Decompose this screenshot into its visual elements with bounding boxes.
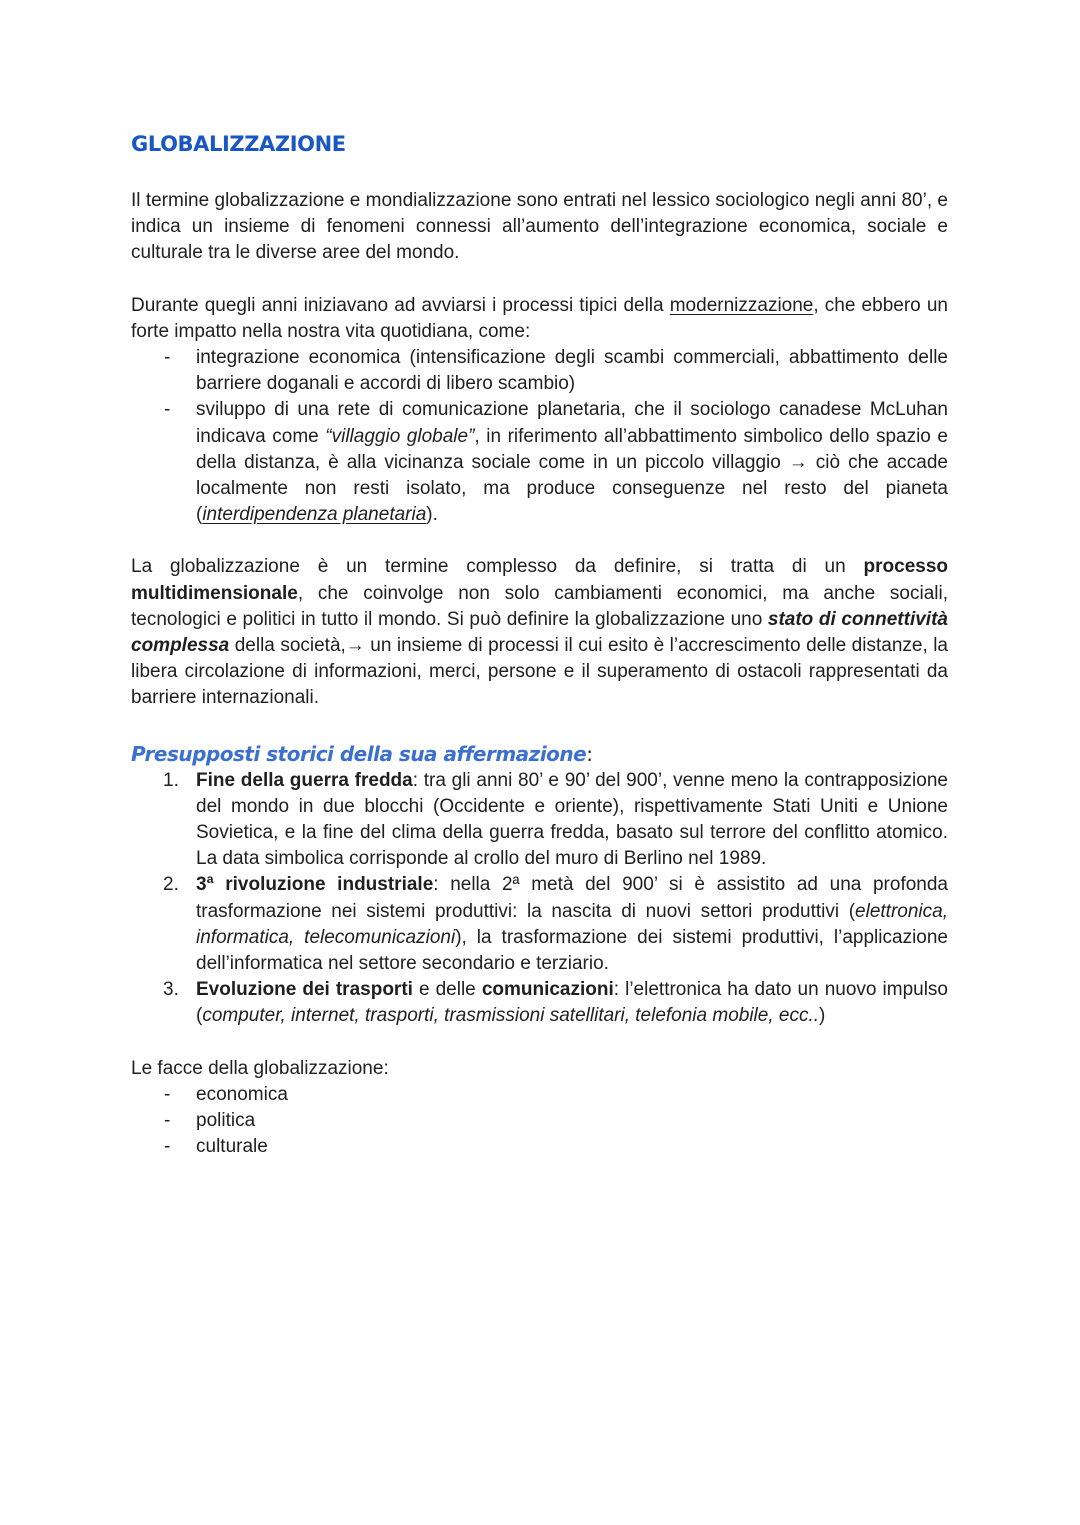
list-item-text: culturale xyxy=(196,1136,268,1158)
text-span: Durante quegli anni iniziavano ad avviarsi i processi tipici della xyxy=(131,294,670,316)
dash-bullet: - xyxy=(164,399,171,421)
text-span: , in riferimento all’abbattimento simbolico dello spazio e della distanza, è alla vicinanza sociale come in un piccolo villaggio → ciò che accade localmente non resti isolato, ma produce conseguenze nel resto del pianeta ( xyxy=(196,425,948,526)
text-span: , che ebbero un forte impatto nella nostra vita quotidiana, come: xyxy=(131,294,948,342)
dash-bullet: - xyxy=(164,1136,171,1158)
interdipendenza-link[interactable]: interdipendenza planetaria xyxy=(202,504,427,526)
villaggio-globale-quote: “villaggio globale” xyxy=(325,425,475,447)
bold-term: comunicazioni xyxy=(481,979,614,1001)
bold-italic-term: stato di connettività complessa xyxy=(131,608,948,657)
list-item xyxy=(131,1134,948,1160)
list-item xyxy=(131,872,948,977)
text-span: sviluppo di una rete di comunicazione planetaria, che il sociologo canadese McLuhan indicava come xyxy=(196,399,948,447)
list-item xyxy=(131,1082,948,1108)
subtitle-text: Presupposti storici della sua affermazione xyxy=(131,741,587,766)
list-number: 2. xyxy=(163,874,179,896)
text-span: , che coinvolge non solo cambiamenti economici, ma anche sociali, tecnologici e politici in tutto il mondo. Si può definire la globalizzazione uno xyxy=(131,582,948,630)
definition-paragraph xyxy=(131,554,948,711)
list-item xyxy=(131,1108,948,1134)
document-page xyxy=(131,130,948,1161)
text-span: ) xyxy=(819,1005,826,1027)
text-span: : tra gli anni 80’ e 90’ del 900’, venne meno la contrapposizione del mondo in due blocchi (Occidente e oriente), rispettivamente Stati Uniti e Unione Sovietica, e la fine del clima della guerra fredda, basato sul terrore del conflitto atomico. La data simbolica corrisponde al crollo del muro di Berlino nel 1989. xyxy=(196,769,948,870)
modernization-list xyxy=(131,345,948,528)
text-span: della società,→ un insieme di processi il cui esito è l’accrescimento delle distanze, la libera circolazione di informazioni, merci, persone e il superamento di ostacoli rappresentati da barriere internazionali. xyxy=(131,635,948,709)
faces-intro: Le facce della globalizzazione: xyxy=(131,1057,389,1079)
text-span: : nella 2ª metà del 900’ si è assistito ad una profonda trasformazione nei sistemi produttivi: la nascita di nuovi settori produttivi ( xyxy=(196,874,948,922)
bold-term: processo multidimensionale xyxy=(131,556,948,604)
list-item xyxy=(131,768,948,873)
section-subtitle xyxy=(131,740,948,768)
page-title: GLOBALIZZAZIONE xyxy=(131,132,346,156)
list-number: 3. xyxy=(163,979,179,1001)
text-span: ). xyxy=(426,504,438,526)
text-span: : l’elettronica ha dato un nuovo impulso ( xyxy=(196,979,948,1027)
bold-term: 3ª rivoluzione industriale xyxy=(196,874,434,896)
bold-term: Fine della guerra fredda xyxy=(196,769,413,791)
text-span: La globalizzazione è un termine complesso da definire, si tratta di un xyxy=(131,556,864,578)
text-span: e delle xyxy=(412,979,482,1001)
list-item xyxy=(131,977,948,1029)
italic-text: elettronica, informatica, telecomunicazioni xyxy=(196,900,948,948)
list-item-text: economica xyxy=(196,1083,288,1105)
dash-bullet: - xyxy=(164,1083,171,1105)
subtitle-colon: : xyxy=(586,741,593,766)
list-item-text: politica xyxy=(196,1110,256,1132)
dash-bullet: - xyxy=(164,347,171,369)
list-item-text: integrazione economica (intensificazione degli scambi commerciali, abbattimento delle barriere doganali e accordi di libero scambio) xyxy=(196,347,948,395)
dash-bullet: - xyxy=(164,1110,171,1132)
bold-term: Evoluzione dei trasporti xyxy=(196,979,413,1001)
modernization-paragraph xyxy=(131,293,948,345)
intro-paragraph: Il termine globalizzazione e mondializzazione sono entrati nel lessico sociologico negli anni 80’, e indica un insieme di fenomeni connessi all’aumento dell’integrazione economica, sociale e culturale tra le diverse aree del mondo. xyxy=(131,190,948,264)
faces-list xyxy=(131,1082,948,1161)
history-list xyxy=(131,768,948,1030)
modernizzazione-link[interactable]: modernizzazione xyxy=(669,294,814,316)
italic-text: computer, internet, trasporti, trasmissioni satellitari, telefonia mobile, ecc.. xyxy=(202,1005,820,1027)
text-span: ), la trasformazione dei sistemi produttivi, l’applicazione dell’informatica nel settore secondario e terziario. xyxy=(196,926,948,975)
list-item xyxy=(131,397,948,528)
list-item xyxy=(131,345,948,397)
list-number: 1. xyxy=(163,769,179,791)
